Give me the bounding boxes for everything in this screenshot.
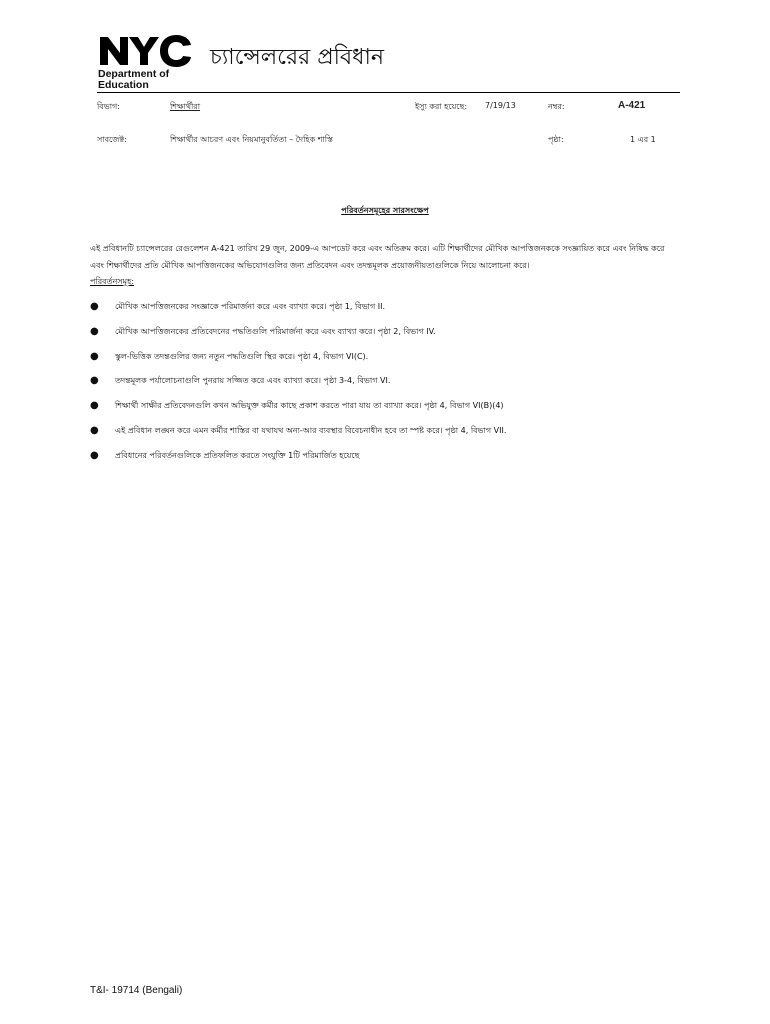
nyc-doe-logo [98,33,198,91]
change-text: মৌখিক আপত্তিজনকের প্রতিবেদনের পদ্ধতিগুলি পরিমার্জনা করে এবং ব্যাখ্যা করে। পৃষ্ঠা 2, বিভাগ IV. [115,326,436,336]
division-value: শিক্ষার্থীরা [170,102,201,111]
bullet-icon: ● [90,301,99,312]
document-code: T&I- 19714 (Bengali) [90,985,183,996]
list-item [90,374,690,399]
list-item [90,325,690,350]
header-divider [97,92,680,93]
bullet-icon: ● [90,424,99,436]
summary-heading: পরিবর্তনসমূহের সারসংক্ষেপ [341,206,429,215]
bullet-icon: ● [90,325,99,337]
list-item [90,399,690,424]
change-text: শিক্ষার্থী সাক্ষীর প্রতিবেদনগুলি কখন অভিযুক্ত কর্মীর কাছে প্রকাশ করতে পারা যায় তা ব্যাখ্যা করে। পৃষ্ঠা 4, বিভাগ VI(B)(4) [115,401,504,411]
issued-date: 7/19/13 [485,101,516,110]
department-name [98,69,198,91]
nyc-logo-icon [98,33,194,67]
summary-intro: এই প্রবিধানটি চ্যান্সেলরের রেগুলেশন A-421 তারিখ 29 জুন, 2009-এ আপডেট করে এবং অতিক্রম করে। এটি শিক্ষার্থীদের মৌখিক আপত্তিজনককে সংজ্ঞায়িত করে এবং নিষিদ্ধ করে এবং শিক্ষার্থীদের প্রতি মৌখিক আপত্তিজনকের অভিযোগগুলির জন্য প্রতিবেদন এবং তদন্তমূলক প্রয়োজনীয়তাগুলিকে নিয়ে আলোচনা করে। [90,244,665,270]
changes-list [90,300,690,474]
regulation-number: A-421 [618,100,646,111]
bullet-icon: ● [90,375,99,387]
list-item [90,300,690,325]
issued-label: ইস্যু করা হয়েছে: [415,102,468,111]
subject-label: সাবজেক্ট: [97,135,127,144]
page-label: পৃষ্ঠা: [548,135,564,144]
department-line-2: Education [98,79,149,91]
change-text: মৌখিক আপত্তিজনকের সংজ্ঞাকে পরিমার্জনা করে এবং ব্যাখ্যা করে। পৃষ্ঠা 1, বিভাগ II. [115,302,386,311]
department-line-1: Department of [98,68,170,80]
bullet-icon: ● [90,350,99,362]
division-label: বিভাগ: [97,102,120,111]
changes-label: পরিবর্তনসমূহ: [90,277,134,286]
bullet-icon: ● [90,449,99,461]
number-label: নম্বর: [548,102,565,111]
list-item [90,449,690,474]
bullet-icon: ● [90,400,99,412]
change-text: তদন্তমূলক পর্যালোচনাগুলি পুনরায় সজ্জিত করে এবং ব্যাখ্যা করে। পৃষ্ঠা 3-4, বিভাগ VI. [115,376,391,386]
change-text: এই প্রবিধান লঙ্ঘন করে এমন কর্মীর শাস্তির বা যথাযথ অন্য-আর ব্যবস্থার বিবেচনাধীন হবে তা স্পষ্ট করে। পৃষ্ঠা 4, বিভাগ VII. [115,425,507,435]
page-count: 1 এর 1 [630,135,656,144]
page-title: চ্যান্সেলরের প্রবিধান [210,45,385,70]
list-item [90,424,690,449]
subject-value: শিক্ষার্থীর আচরণ এবং নিয়মানুবর্তিতা – দৈহিক শাস্তি [170,135,333,144]
list-item [90,350,690,375]
change-text: স্কুল-ভিত্তিক তদন্তগুলির জন্য নতুন পদ্ধতিগুলি স্থির করে। পৃষ্ঠা 4, বিভাগ VI(C). [115,351,369,361]
change-text: প্রবিধানের পরিবর্তনগুলিকে প্রতিফলিত করতে সংযুক্তি 1টি পরিমার্জিত হয়েছে [115,450,360,460]
